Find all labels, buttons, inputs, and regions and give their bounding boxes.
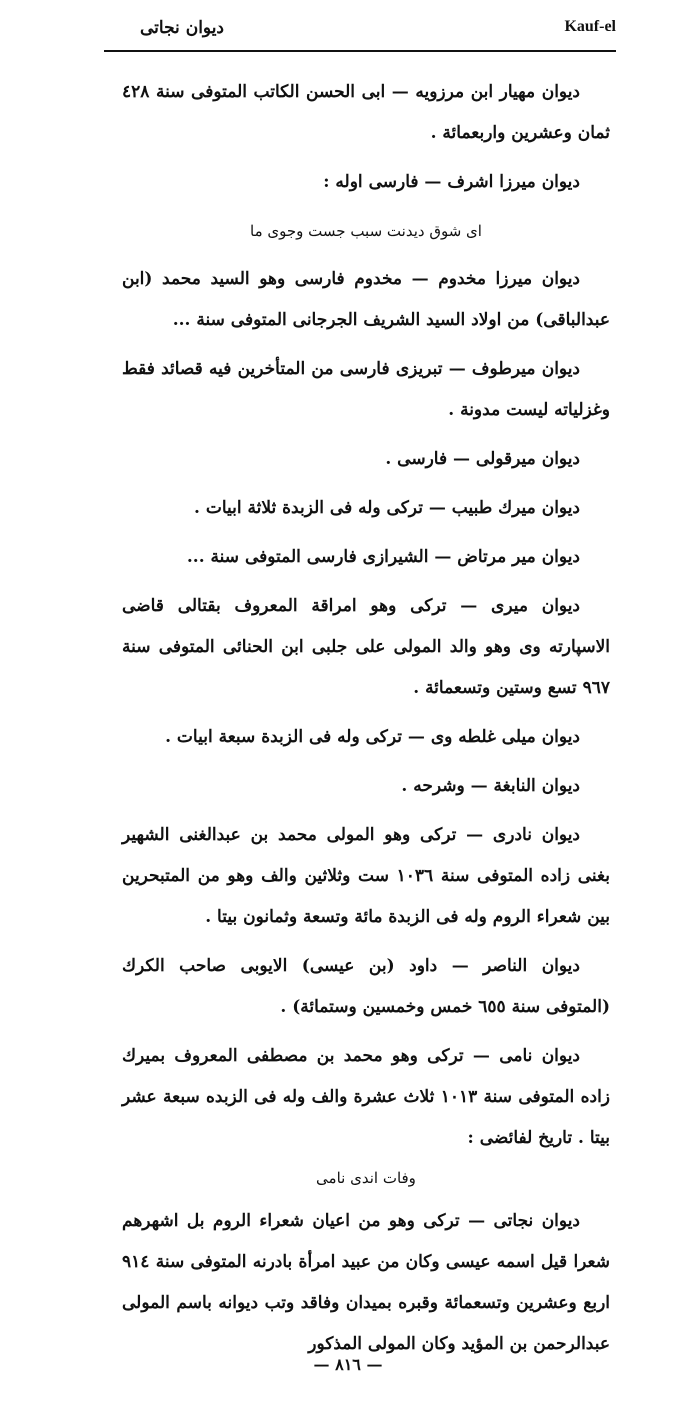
entry-nabigha: ديوان النابغة — وشرحه . [401,776,580,796]
header-tag: Kauf-el [564,18,616,35]
entry-miri: ديوان ميرى — تركى وهو امراقة المعروف بقتالى قاضى الاسپارته وى وهو والد المولى على جلبى ابن الحنائى المتوفى سنة ٩٦٧ تسع وستين وتسعمائة . [122,596,610,698]
header-divider [104,50,616,52]
entry-mirquli: ديوان ميرقولى — فارسى . [385,449,580,469]
entry-nadiri: ديوان نادرى — تركى وهو المولى محمد بن عبدالغنى الشهير بغنى زاده المتوفى سنة ١٠٣٦ ست وثلاثين والف وهو من المتبحرين بين شعراء الروم وله فى الزبدة مائة وتسعة وثمانون بيتا . [122,825,610,927]
entry-mihyar: ديوان مهيار ابن مرزويه — ابى الحسن الكاتب المتوفى سنة ٤٢٨ ثمان وعشرين واربعمائة . [122,82,610,143]
entry-mirtuf: ديوان ميرطوف — تبريزى فارسى من المتأخرين فيه قصائد فقط وغزلياته ليست مدونة . [122,359,610,420]
entry-mirak-tabib: ديوان ميرك طبيب — تركى وله فى الزبدة ثلاثة ابيات . [193,498,580,518]
entry-nami: ديوان نامى — تركى وهو محمد بن مصطفى المعروف بميرك زاده المتوفى سنة ١٠١٣ ثلاث عشرة والف وله فى الزبده سبعة عشر بيتا . تاريخ لفائضى : [122,1046,611,1148]
entry-mili: ديوان ميلى غلطه وى — تركى وله فى الزبدة سبعة ابيات . [165,727,580,747]
page-number: — ٨١٦ — [313,1355,383,1374]
entry-najati: ديوان نجاتى — تركى وهو من اعيان شعراء الروم بل اشهرهم شعرا قيل اسمه عيسى وكان من عبيد امرأة بادرنه المتوفى سنة ٩١٤ اربع وعشرين وتسعمائة وقبره بميدان وفاقد وتب ديوانه باسم المولى عبدالرحمن بن المؤيد وكان المولى المذكور [122,1211,610,1354]
entry-mir-murtad: ديوان مير مرتاض — الشيرازى فارسى المتوفى سنة ... [186,547,580,567]
running-header [104,18,616,46]
verse-ashraf: اى شوق ديدنت سبب جست وجوى ما [250,222,482,240]
running-title: ديوان نجاتى [140,18,224,38]
entry-nasir: ديوان الناصر — داود (بن عيسى) الايوبى صاحب الكرك (المتوفى سنة ٦٥٥ خمس وخمسين وستمائة) . [122,956,610,1017]
entry-mirza-ashraf: ديوان ميرزا اشرف — فارسى اوله : [323,172,580,192]
verse-nami: وفات اندى نامى [316,1169,416,1187]
entry-mirza-makhdum: ديوان ميرزا مخدوم — مخدوم فارسى وهو السيد محمد (ابن عبدالباقى) من اولاد السيد الشريف الجرجانى المتوفى سنة ... [122,269,610,330]
page-body [122,72,610,1373]
